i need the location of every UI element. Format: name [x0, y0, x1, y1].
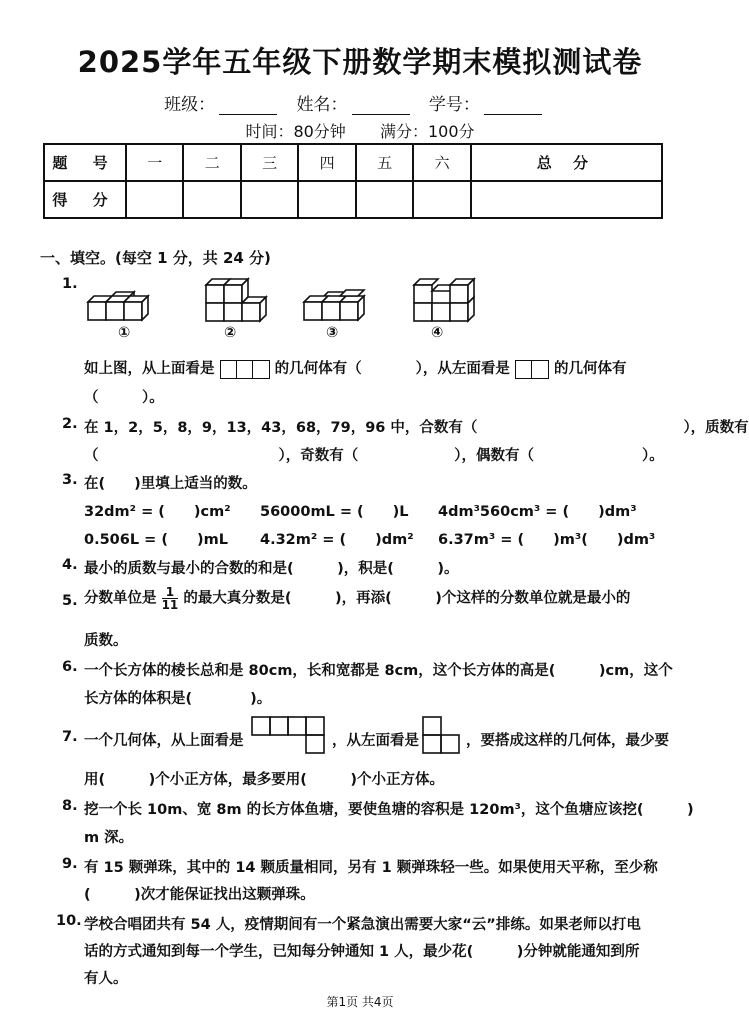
q7-number: 7. — [62, 729, 78, 745]
fraction-1-11 — [162, 586, 179, 611]
q1-text: 的几何体有（ — [274, 361, 362, 377]
exam-meta — [0, 119, 720, 142]
score-cell[interactable] — [241, 181, 298, 218]
score-header-cell: 一 — [126, 144, 183, 181]
q10-line-2: 话的方式通知到每一个学生，已知每分钟通知 1 人，最少花( )分钟就能通知到所 — [84, 944, 640, 960]
q7-text-b: ，从左面看是 — [332, 733, 419, 749]
score-table-header-row — [44, 144, 662, 181]
q9-number: 9. — [62, 856, 78, 872]
q7-text-c: ，要搭成这样的几何体，最少要 — [466, 733, 669, 749]
q2-line-2 — [84, 444, 664, 465]
q3-item: 32dm² = ( )cm² — [84, 504, 231, 520]
q2-line-1 — [84, 416, 749, 437]
q5-text: 分数单位是 — [84, 590, 157, 607]
cube-figure-1 — [88, 292, 148, 320]
page-footer: 第1页 共4页 — [326, 995, 394, 1009]
score-cell[interactable] — [126, 181, 183, 218]
score-cell[interactable] — [298, 181, 355, 218]
q7-line-2: 用( )个小正方体，最多要用( )个小正方体。 — [84, 772, 445, 788]
cube-figure-4 — [414, 279, 474, 321]
q5-text: 的最大真分数是( )，再添( )个这样的分数单位就是最小的 — [183, 590, 631, 607]
section-1-heading: 一、填空。(每空 1 分，共 24 分) — [40, 249, 271, 267]
q10-line-3: 有人。 — [84, 971, 128, 987]
q1-text: ），从左面看是 — [415, 361, 510, 377]
score-header-cell: 五 — [356, 144, 413, 181]
q3-item: 56000mL = ( )L — [260, 504, 409, 520]
q3-item: 6.37m³ = ( )m³( )dm³ — [438, 532, 656, 548]
score-header-cell: 六 — [413, 144, 470, 181]
fraction-denominator: 11 — [161, 598, 179, 612]
q10-line-1: 学校合唱团共有 54 人，疫情期间有一个紧急演出需要大家“云”排练。如果老师以打电 — [84, 917, 641, 933]
q6-number: 6. — [62, 659, 78, 675]
q5-number: 5. — [62, 593, 78, 609]
q4-text: 最小的质数与最小的合数的和是( )，积是( )。 — [84, 561, 459, 577]
score-table — [43, 143, 663, 219]
q4-number: 4. — [62, 557, 78, 573]
q6-line-1: 一个长方体的棱长总和是 80cm，长和宽都是 8cm，这个长方体的高是( )cm，这个 — [84, 663, 673, 679]
q8-number: 8. — [62, 798, 78, 814]
score-row-label: 得 分 — [44, 181, 126, 218]
q7-left-view-icon — [422, 716, 464, 756]
figure-label-2: ② — [224, 325, 237, 341]
q1-text: 如上图，从上面看是 — [84, 361, 215, 377]
q2-text: ），偶数有（ — [454, 448, 534, 464]
score-header-cell: 四 — [298, 144, 355, 181]
id-label: 学号： — [428, 95, 480, 115]
q6-line-2: 长方体的体积是( )。 — [84, 691, 272, 707]
q7-text-a: 一个几何体，从上面看是 — [84, 733, 244, 749]
cube-figure-3 — [304, 290, 364, 320]
q9-line-2: ( )次才能保证找出这颗弹珠。 — [84, 887, 315, 903]
score-total-label: 满分：100分 — [380, 122, 475, 141]
score-header-cell: 总 分 — [471, 144, 662, 181]
id-blank[interactable] — [484, 96, 542, 115]
q3-intro: 在( )里填上适当的数。 — [84, 476, 257, 492]
q1-line-1 — [84, 357, 627, 379]
q3-number: 3. — [62, 472, 78, 488]
fraction-numerator: 1 — [162, 586, 179, 599]
q1-text: 的几何体有 — [554, 361, 627, 377]
top-view-3-squares-icon — [220, 360, 270, 379]
score-header-cell: 二 — [183, 144, 240, 181]
figure-label-3: ③ — [326, 325, 339, 341]
cube-figure-2 — [206, 279, 266, 321]
figure-label-1: ① — [118, 325, 131, 341]
q1-line-2: （ ）。 — [84, 390, 164, 406]
name-label: 姓名： — [296, 95, 348, 115]
q2-text: （ — [84, 448, 99, 464]
score-cell[interactable] — [413, 181, 470, 218]
time-label: 时间：80分钟 — [245, 122, 346, 141]
score-cell[interactable] — [471, 181, 662, 218]
student-info — [0, 90, 720, 115]
q5-line-2: 质数。 — [84, 633, 128, 649]
q8-line-2: m 深。 — [84, 830, 134, 846]
score-header-cell: 题 号 — [44, 144, 126, 181]
score-header-cell: 三 — [241, 144, 298, 181]
q2-text: 在 1，2，5，8，9，13，43，68，79，96 中，合数有（ — [84, 420, 478, 436]
q1-number: 1. — [62, 276, 78, 292]
score-cell[interactable] — [356, 181, 413, 218]
q2-number: 2. — [62, 416, 78, 432]
class-blank[interactable] — [219, 96, 277, 115]
q2-text: ）。 — [642, 448, 664, 464]
class-label: 班级： — [164, 95, 216, 115]
q2-text: ），质数有 — [683, 420, 749, 436]
q1-cube-figures — [80, 276, 680, 346]
q10-number: 10. — [56, 913, 82, 929]
q9-line-1: 有 15 颗弹珠，其中的 14 颗质量相同，另有 1 颗弹珠轻一些。如果使用天平称，至少称 — [84, 860, 658, 876]
page-title: 2025学年五年级下册数学期末模拟测试卷 — [77, 45, 643, 79]
figure-label-4: ④ — [431, 325, 444, 341]
q2-text: ），奇数有（ — [278, 448, 359, 464]
score-cell[interactable] — [183, 181, 240, 218]
q3-item: 4.32m² = ( )dm² — [260, 532, 414, 548]
score-table-score-row — [44, 181, 662, 218]
q3-item: 4dm³560cm³ = ( )dm³ — [438, 504, 637, 520]
q7-top-view-icon — [251, 716, 329, 756]
left-view-2-squares-icon — [515, 360, 549, 379]
q3-item: 0.506L = ( )mL — [84, 532, 228, 548]
name-blank[interactable] — [352, 96, 410, 115]
q8-line-1: 挖一个长 10m、宽 8m 的长方体鱼塘，要使鱼塘的容积是 120m³，这个鱼塘应该挖( ) — [84, 802, 694, 818]
q5-line-1 — [84, 586, 630, 611]
